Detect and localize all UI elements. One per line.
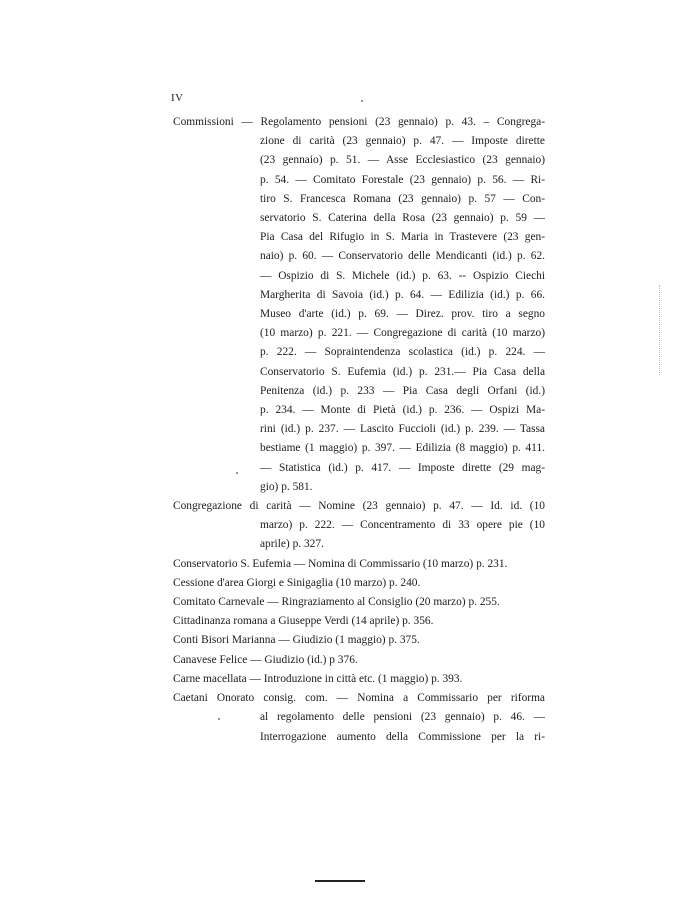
entry-line: marzo) p. 222. — Concentramento di 33 opere pie (10 [260, 519, 545, 532]
index-entry: Cessione d'area Giorgi e Sinigaglia (10 marzo) p. 240. [173, 576, 421, 589]
entry-line: Margherita di Savoia (id.) p. 64. — Edilizia (id.) p. 66. [260, 288, 545, 301]
entry-line: Museo d'arte (id.) p. 69. — Direz. prov. tiro a segno [260, 308, 545, 321]
entry-line: (23 gennaio) p. 51. — Asse Ecclesiastico (23 gennaio) [260, 154, 545, 167]
entry-line: Caetani Onorato consig. com. — Nomina a Commissario per riforma [173, 692, 545, 705]
entry-line: Penitenza (id.) p. 233 — Pia Casa degli Orfani (id.) [260, 384, 545, 397]
footer-rule [315, 880, 365, 882]
entry-line: — Ospizio di S. Michele (id.) p. 63. -- Ospizio Ciechi [260, 269, 545, 282]
index-entry: Conservatorio S. Eufemia — Nomina di Commissario (10 marzo) p. 231. [173, 557, 508, 570]
margin-marks [659, 285, 662, 375]
index-entry: Cittadinanza romana a Giuseppe Verdi (14 aprile) p. 356. [173, 615, 434, 628]
entry-line: p. 222. — Sopraintendenza scolastica (id.) p. 224. — [260, 346, 545, 359]
entry-line: (10 marzo) p. 221. — Congregazione di carità (10 marzo) [260, 327, 545, 340]
index-entry: Conti Bisori Marianna — Giudizio (1 maggio) p. 375. [173, 634, 420, 647]
index-entry: Comitato Carnevale — Ringraziamento al Consiglio (20 marzo) p. 255. [173, 596, 500, 609]
entry-line: naio) p. 60. — Conservatorio delle Mendicanti (id.) p. 62. [260, 250, 545, 263]
page-number: IV [171, 92, 184, 104]
entry-line: aprile) p. 327. [260, 538, 324, 551]
index-entry [173, 689, 545, 747]
entry-line: bestiame (1 maggio) p. 397. — Edilizia (8 maggio) p. 411. [260, 442, 545, 455]
index-entry: Carne macellata — Introduzione in città etc. (1 maggio) p. 393. [173, 672, 463, 685]
entry-line: — Statistica (id.) p. 417. — Imposte dirette (29 mag- [260, 461, 545, 474]
entry-line: Interrogazione aumento della Commissione per la ri- [260, 730, 545, 743]
index-entries [173, 113, 545, 747]
entry-line: servatorio S. Caterina della Rosa (23 gennaio) p. 59 — [260, 212, 545, 225]
entry-line: rini (id.) p. 237. — Lascito Fuccioli (id.) p. 239. — Tassa [260, 423, 545, 436]
entry-line: Congregazione di carità — Nomine (23 gennaio) p. 47. — Id. id. (10 [173, 500, 545, 513]
entry-line: Commissioni — Regolamento pensioni (23 gennaio) p. 43. – Congrega- [173, 116, 545, 128]
index-entry [173, 497, 545, 555]
entry-line: gio) p. 581. [260, 480, 313, 493]
index-entry: Canavese Felice — Giudizio (id.) p 376. [173, 653, 358, 666]
index-entry [173, 113, 545, 497]
entry-line: al regolamento delle pensioni (23 gennaio) p. 46. — [260, 711, 545, 724]
entry-line: Conservatorio S. Eufemia (id.) p. 231.— Pia Casa della [260, 365, 545, 378]
entry-line: p. 54. — Comitato Forestale (23 gennaio) p. 56. — Ri- [260, 173, 545, 186]
speck [361, 100, 363, 102]
entry-line: Pia Casa del Rifugio in S. Maria in Trastevere (23 gen- [260, 231, 545, 244]
entry-line: p. 234. — Monte di Pietà (id.) p. 236. — Ospizi Ma- [260, 404, 545, 417]
entry-line: zione di carità (23 gennaio) p. 47. — Imposte dirette [260, 135, 545, 148]
entry-line: tiro S. Francesca Romana (23 gennaio) p. 57 — Con- [260, 192, 545, 205]
